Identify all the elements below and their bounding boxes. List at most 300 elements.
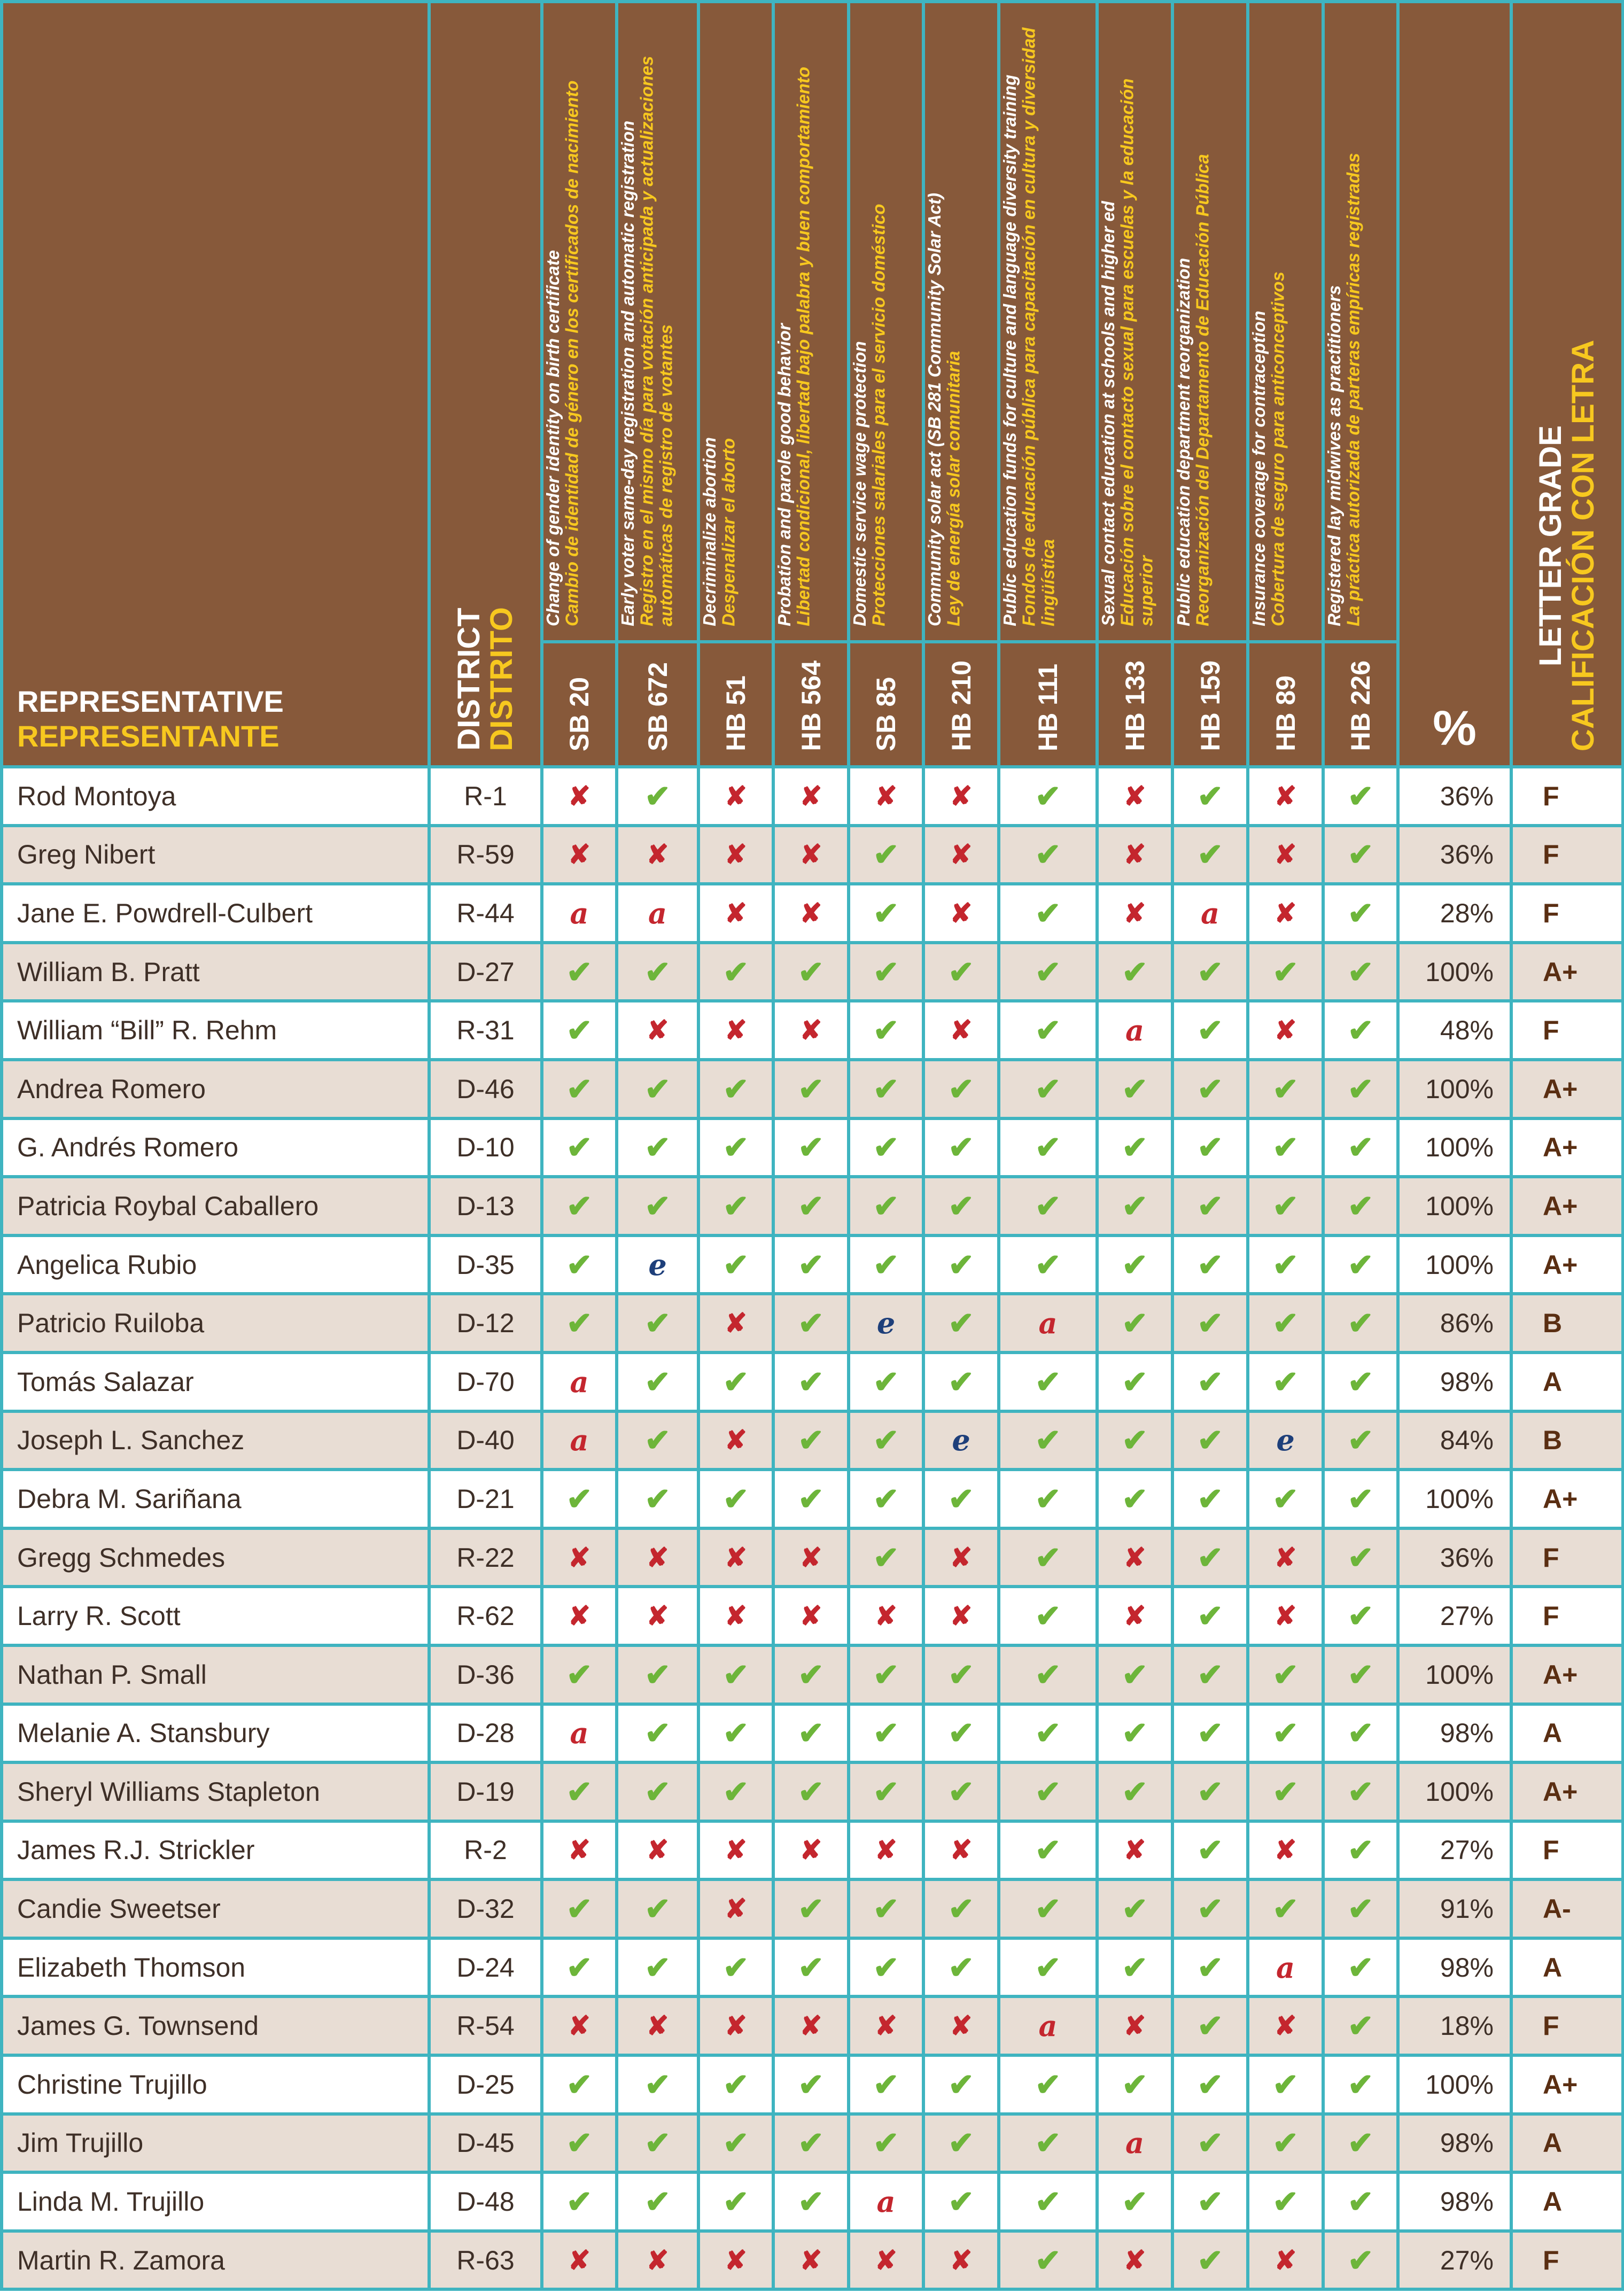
check-icon: ✔ xyxy=(948,1950,974,1985)
representative-header-es: REPRESENTANTE xyxy=(17,719,279,753)
bill-description-es: Fondos de educación pública para capacitación en cultura y diversidad lingüística xyxy=(1019,27,1058,626)
absent-mark: a xyxy=(1038,1306,1058,1341)
vote-cell xyxy=(773,1879,849,1938)
district-code: D-24 xyxy=(429,1938,542,1997)
vote-cell xyxy=(923,943,999,1001)
check-icon: ✔ xyxy=(1122,1306,1148,1341)
letter-grade: A+ xyxy=(1511,1235,1623,1294)
letter-grade: A- xyxy=(1511,1879,1623,1938)
vote-cell xyxy=(1323,1879,1398,1938)
representative-name: James R.J. Strickler xyxy=(2,1821,429,1880)
bill-description-es: Protecciones salariales para el servicio doméstico xyxy=(868,204,889,626)
vote-cell xyxy=(1248,1411,1323,1470)
vote-cell xyxy=(849,1294,923,1353)
district-code: R-62 xyxy=(429,1587,542,1645)
check-icon: ✔ xyxy=(1347,1716,1374,1751)
check-icon: ✔ xyxy=(566,1481,593,1517)
check-icon: ✔ xyxy=(1197,1364,1223,1400)
letter-grade: A xyxy=(1511,1938,1623,1997)
bill-code-header xyxy=(1097,642,1172,767)
check-icon: ✔ xyxy=(1035,1716,1061,1751)
vote-cell xyxy=(999,1294,1097,1353)
check-icon: ✔ xyxy=(566,1188,593,1224)
check-icon: ✔ xyxy=(948,1071,974,1107)
vote-cell xyxy=(1248,1821,1323,1880)
check-icon: ✔ xyxy=(1197,1774,1223,1809)
vote-cell xyxy=(923,2172,999,2231)
check-icon: ✔ xyxy=(722,1716,749,1751)
cross-icon: ✘ xyxy=(568,2011,590,2041)
representative-name: Gregg Schmedes xyxy=(2,1528,429,1587)
check-icon: ✔ xyxy=(566,1657,593,1692)
vote-cell xyxy=(999,1996,1097,2055)
vote-cell xyxy=(849,1118,923,1177)
check-icon: ✔ xyxy=(1035,1774,1061,1809)
bill-code-header xyxy=(698,642,773,767)
vote-cell xyxy=(1097,1762,1172,1821)
percent-score: 100% xyxy=(1398,1645,1511,1704)
check-icon: ✔ xyxy=(1035,2243,1061,2278)
vote-cell xyxy=(849,2114,923,2173)
cross-icon: ✘ xyxy=(725,1542,747,1573)
cross-icon: ✘ xyxy=(799,1542,822,1573)
check-icon: ✔ xyxy=(1035,1364,1061,1400)
letter-grade: F xyxy=(1511,2231,1623,2290)
check-icon: ✔ xyxy=(1347,1833,1374,1868)
vote-cell xyxy=(999,1879,1097,1938)
bill-description-header xyxy=(1097,2,1172,642)
check-icon: ✔ xyxy=(1122,1423,1148,1458)
cross-icon: ✘ xyxy=(875,2245,897,2275)
vote-cell xyxy=(1097,1060,1172,1118)
vote-cell xyxy=(1172,1938,1248,1997)
representative-name: Martin R. Zamora xyxy=(2,2231,429,2290)
check-icon: ✔ xyxy=(873,1892,899,1927)
vote-cell xyxy=(698,1821,773,1880)
district-code: R-31 xyxy=(429,1001,542,1060)
vote-cell xyxy=(999,1762,1097,1821)
check-icon: ✔ xyxy=(1197,1188,1223,1224)
letter-grade: A xyxy=(1511,1704,1623,1763)
excused-mark: e xyxy=(1276,1423,1295,1458)
bill-code-header xyxy=(1172,642,1248,767)
cross-icon: ✘ xyxy=(725,1308,747,1339)
check-icon: ✔ xyxy=(798,2067,824,2102)
vote-cell xyxy=(923,826,999,884)
vote-cell xyxy=(1172,767,1248,826)
vote-cell xyxy=(1323,1587,1398,1645)
vote-cell xyxy=(923,2114,999,2173)
vote-cell xyxy=(698,1528,773,1587)
percent-score: 36% xyxy=(1398,1528,1511,1587)
cross-icon: ✘ xyxy=(725,1835,747,1866)
vote-cell xyxy=(542,1470,617,1528)
cross-icon: ✘ xyxy=(799,1601,822,1631)
excused-mark: e xyxy=(876,1306,896,1341)
vote-cell xyxy=(698,943,773,1001)
vote-cell xyxy=(1172,2055,1248,2114)
representative-name: Jim Trujillo xyxy=(2,2114,429,2173)
check-icon: ✔ xyxy=(1347,1950,1374,1985)
check-icon: ✔ xyxy=(566,1774,593,1809)
vote-cell xyxy=(1323,1001,1398,1060)
check-icon: ✔ xyxy=(1035,1540,1061,1575)
check-icon: ✔ xyxy=(873,1071,899,1107)
vote-cell xyxy=(542,1235,617,1294)
check-icon: ✔ xyxy=(873,1364,899,1400)
vote-cell xyxy=(617,1587,698,1645)
vote-cell xyxy=(1097,1938,1172,1997)
vote-cell xyxy=(1248,2114,1323,2173)
absent-mark: a xyxy=(570,1364,589,1399)
check-icon: ✔ xyxy=(948,1716,974,1751)
vote-cell xyxy=(1097,1353,1172,1411)
vote-cell xyxy=(773,2114,849,2173)
bill-code-label: SB 85 xyxy=(871,677,901,751)
district-code: R-44 xyxy=(429,884,542,943)
vote-cell xyxy=(1097,1528,1172,1587)
letter-grade: F xyxy=(1511,1587,1623,1645)
vote-cell xyxy=(617,1762,698,1821)
cross-icon: ✘ xyxy=(1123,2011,1146,2041)
bill-description-header xyxy=(849,2,923,642)
vote-cell xyxy=(923,1528,999,1587)
check-icon: ✔ xyxy=(1197,1247,1223,1282)
check-icon: ✔ xyxy=(1035,1892,1061,1927)
vote-cell xyxy=(1323,1470,1398,1528)
check-icon: ✔ xyxy=(1035,1481,1061,1517)
bill-code-header xyxy=(773,642,849,767)
district-code: D-48 xyxy=(429,2172,542,2231)
check-icon: ✔ xyxy=(1122,1188,1148,1224)
bill-description-es: Registro en el mismo día para votación anticipada y actualizaciones automáticas de registro de votantes xyxy=(636,56,676,626)
representative-name: William B. Pratt xyxy=(2,943,429,1001)
vote-cell xyxy=(923,1060,999,1118)
check-icon: ✔ xyxy=(1035,1833,1061,1868)
vote-cell xyxy=(849,826,923,884)
vote-cell xyxy=(542,943,617,1001)
table-row xyxy=(2,1879,1623,1938)
vote-cell xyxy=(999,1587,1097,1645)
vote-cell xyxy=(698,1645,773,1704)
vote-cell xyxy=(1323,1938,1398,1997)
letter-grade: A+ xyxy=(1511,1060,1623,1118)
check-icon: ✔ xyxy=(1122,2185,1148,2220)
table-row xyxy=(2,2231,1623,2290)
vote-cell xyxy=(773,1001,849,1060)
vote-cell xyxy=(999,1704,1097,1763)
vote-cell xyxy=(849,1177,923,1235)
vote-cell xyxy=(1323,943,1398,1001)
vote-cell xyxy=(923,1996,999,2055)
district-code: R-63 xyxy=(429,2231,542,2290)
vote-cell xyxy=(542,1704,617,1763)
check-icon: ✔ xyxy=(798,1071,824,1107)
vote-cell xyxy=(617,2172,698,2231)
letter-grade: A xyxy=(1511,1353,1623,1411)
vote-cell xyxy=(849,1060,923,1118)
check-icon: ✔ xyxy=(948,1188,974,1224)
vote-cell xyxy=(1097,1587,1172,1645)
percent-score: 86% xyxy=(1398,1294,1511,1353)
percent-score: 100% xyxy=(1398,1235,1511,1294)
vote-cell xyxy=(1323,1060,1398,1118)
check-icon: ✔ xyxy=(1272,1774,1299,1809)
check-icon: ✔ xyxy=(798,1247,824,1282)
check-icon: ✔ xyxy=(1122,954,1148,990)
vote-cell xyxy=(1248,943,1323,1001)
vote-cell xyxy=(1172,1645,1248,1704)
representative-name: Christine Trujillo xyxy=(2,2055,429,2114)
excused-mark: e xyxy=(648,1247,667,1282)
vote-cell xyxy=(1248,767,1323,826)
cross-icon: ✘ xyxy=(875,781,897,811)
vote-cell xyxy=(542,1353,617,1411)
vote-cell xyxy=(1172,1821,1248,1880)
check-icon: ✔ xyxy=(1122,1481,1148,1517)
check-icon: ✔ xyxy=(948,2067,974,2102)
check-icon: ✔ xyxy=(798,2185,824,2220)
district-code: D-28 xyxy=(429,1704,542,1763)
vote-cell xyxy=(1097,1704,1172,1763)
vote-cell xyxy=(617,1528,698,1587)
vote-cell xyxy=(542,1938,617,1997)
check-icon: ✔ xyxy=(566,954,593,990)
check-icon: ✔ xyxy=(644,1071,671,1107)
vote-cell xyxy=(849,943,923,1001)
cross-icon: ✘ xyxy=(568,781,590,811)
letter-grade: F xyxy=(1511,1528,1623,1587)
check-icon: ✔ xyxy=(1197,1481,1223,1517)
check-icon: ✔ xyxy=(873,1130,899,1165)
vote-cell xyxy=(923,1704,999,1763)
vote-cell xyxy=(923,2055,999,2114)
vote-cell xyxy=(773,1353,849,1411)
bill-code-label: HB 111 xyxy=(1033,663,1063,751)
vote-cell xyxy=(999,826,1097,884)
table-row xyxy=(2,1470,1623,1528)
check-icon: ✔ xyxy=(1272,954,1299,990)
vote-cell xyxy=(849,1996,923,2055)
bill-code-header xyxy=(923,642,999,767)
table-row xyxy=(2,1587,1623,1645)
vote-cell xyxy=(999,2055,1097,2114)
excused-mark: e xyxy=(952,1423,970,1458)
check-icon: ✔ xyxy=(722,2126,749,2161)
check-icon: ✔ xyxy=(1272,1130,1299,1165)
vote-cell xyxy=(999,1938,1097,1997)
district-code: D-70 xyxy=(429,1353,542,1411)
vote-cell xyxy=(617,1118,698,1177)
cross-icon: ✘ xyxy=(950,781,973,811)
check-icon: ✔ xyxy=(1347,2126,1374,2161)
vote-cell xyxy=(698,1411,773,1470)
check-icon: ✔ xyxy=(873,1188,899,1224)
check-icon: ✔ xyxy=(566,2067,593,2102)
district-code: R-2 xyxy=(429,1821,542,1880)
district-code: R-22 xyxy=(429,1528,542,1587)
cross-icon: ✘ xyxy=(799,2245,822,2275)
check-icon: ✔ xyxy=(1347,779,1374,814)
vote-cell xyxy=(698,1177,773,1235)
vote-cell xyxy=(1323,1645,1398,1704)
check-icon: ✔ xyxy=(1347,1657,1374,1692)
vote-cell xyxy=(999,767,1097,826)
check-icon: ✔ xyxy=(1347,1247,1374,1282)
table-row xyxy=(2,1177,1623,1235)
letter-grade: F xyxy=(1511,1821,1623,1880)
representative-name: Greg Nibert xyxy=(2,826,429,884)
vote-cell xyxy=(698,826,773,884)
check-icon: ✔ xyxy=(1347,1013,1374,1048)
table-row xyxy=(2,1528,1623,1587)
check-icon: ✔ xyxy=(873,896,899,931)
percent-score: 100% xyxy=(1398,1177,1511,1235)
vote-cell xyxy=(1172,1118,1248,1177)
check-icon: ✔ xyxy=(644,1950,671,1985)
district-code: D-27 xyxy=(429,943,542,1001)
vote-cell xyxy=(773,1235,849,1294)
percent-score: 100% xyxy=(1398,2055,1511,2114)
district-code: D-10 xyxy=(429,1118,542,1177)
check-icon: ✔ xyxy=(1197,837,1223,873)
cross-icon: ✘ xyxy=(950,1542,973,1573)
district-header-es: DISTRITO xyxy=(484,607,519,751)
check-icon: ✔ xyxy=(798,1306,824,1341)
letter-grade: F xyxy=(1511,1001,1623,1060)
district-code: D-19 xyxy=(429,1762,542,1821)
table-row xyxy=(2,1353,1623,1411)
check-icon: ✔ xyxy=(1197,1306,1223,1341)
check-icon: ✔ xyxy=(1197,2009,1223,2044)
representative-name: Sheryl Williams Stapleton xyxy=(2,1762,429,1821)
vote-cell xyxy=(617,1177,698,1235)
bill-description-en: Early voter same-day registration and automatic registration xyxy=(618,120,638,626)
vote-cell xyxy=(1248,1938,1323,1997)
vote-cell xyxy=(849,1411,923,1470)
vote-cell xyxy=(849,2055,923,2114)
vote-cell xyxy=(999,2231,1097,2290)
percent-score: 98% xyxy=(1398,2114,1511,2173)
vote-cell xyxy=(698,2055,773,2114)
district-header-en: DISTRICT xyxy=(451,608,486,751)
vote-cell xyxy=(698,2114,773,2173)
bill-code-header xyxy=(1248,642,1323,767)
cross-icon: ✘ xyxy=(725,2011,747,2041)
vote-cell xyxy=(1323,1294,1398,1353)
check-icon: ✔ xyxy=(1272,1247,1299,1282)
vote-cell xyxy=(1248,1001,1323,1060)
vote-cell xyxy=(1323,1353,1398,1411)
bill-description-header xyxy=(617,2,698,642)
cross-icon: ✘ xyxy=(725,1894,747,1924)
cross-icon: ✘ xyxy=(1274,2245,1297,2275)
check-icon: ✔ xyxy=(1347,1364,1374,1400)
check-icon: ✔ xyxy=(722,2067,749,2102)
check-icon: ✔ xyxy=(722,1364,749,1400)
check-icon: ✔ xyxy=(1347,896,1374,931)
vote-cell xyxy=(923,1353,999,1411)
representative-name: William “Bill” R. Rehm xyxy=(2,1001,429,1060)
vote-cell xyxy=(999,1645,1097,1704)
vote-cell xyxy=(698,2172,773,2231)
cross-icon: ✘ xyxy=(646,1835,669,1866)
check-icon: ✔ xyxy=(873,1540,899,1575)
vote-cell xyxy=(1097,767,1172,826)
vote-cell xyxy=(849,2231,923,2290)
representative-name: James G. Townsend xyxy=(2,1996,429,2055)
vote-cell xyxy=(999,2172,1097,2231)
vote-cell xyxy=(1097,1470,1172,1528)
check-icon: ✔ xyxy=(644,2185,671,2220)
cross-icon: ✘ xyxy=(875,1835,897,1866)
check-icon: ✔ xyxy=(1197,1892,1223,1927)
absent-mark: a xyxy=(570,896,589,930)
cross-icon: ✘ xyxy=(1123,2245,1146,2275)
check-icon: ✔ xyxy=(1272,1306,1299,1341)
cross-icon: ✘ xyxy=(799,898,822,928)
check-icon: ✔ xyxy=(1347,2067,1374,2102)
cross-icon: ✘ xyxy=(1274,1015,1297,1046)
check-icon: ✔ xyxy=(1272,1364,1299,1400)
bill-description-en: Probation and parole good behavior xyxy=(774,323,794,626)
letter-grade: A xyxy=(1511,2114,1623,2173)
table-row xyxy=(2,826,1623,884)
bill-code-label: HB 51 xyxy=(721,675,751,751)
check-icon: ✔ xyxy=(1197,2067,1223,2102)
vote-cell xyxy=(1172,1762,1248,1821)
vote-cell xyxy=(698,1001,773,1060)
vote-cell xyxy=(617,884,698,943)
vote-cell xyxy=(698,2231,773,2290)
table-row xyxy=(2,1645,1623,1704)
percent-score: 100% xyxy=(1398,1060,1511,1118)
vote-cell xyxy=(1172,2114,1248,2173)
check-icon: ✔ xyxy=(1197,1130,1223,1165)
check-icon: ✔ xyxy=(873,1950,899,1985)
vote-cell xyxy=(1172,1060,1248,1118)
cross-icon: ✘ xyxy=(950,1015,973,1046)
vote-cell xyxy=(1248,2231,1323,2290)
check-icon: ✔ xyxy=(1197,2185,1223,2220)
bill-code-header xyxy=(849,642,923,767)
representative-name: Candie Sweetser xyxy=(2,1879,429,1938)
letter-grade-header-en: LETTER GRADE xyxy=(1533,425,1568,666)
representative-name: Rod Montoya xyxy=(2,767,429,826)
district-code: D-25 xyxy=(429,2055,542,2114)
vote-cell xyxy=(1248,1645,1323,1704)
check-icon: ✔ xyxy=(1347,1599,1374,1634)
representative-name: Nathan P. Small xyxy=(2,1645,429,1704)
cross-icon: ✘ xyxy=(950,2245,973,2275)
vote-cell xyxy=(1248,1470,1323,1528)
check-icon: ✔ xyxy=(566,1071,593,1107)
check-icon: ✔ xyxy=(873,1013,899,1048)
bill-description-header xyxy=(923,2,999,642)
cross-icon: ✘ xyxy=(568,1601,590,1631)
vote-cell xyxy=(999,2114,1097,2173)
letter-grade: A+ xyxy=(1511,1470,1623,1528)
cross-icon: ✘ xyxy=(1123,1542,1146,1573)
check-icon: ✔ xyxy=(948,2185,974,2220)
vote-cell xyxy=(542,1528,617,1587)
check-icon: ✔ xyxy=(1122,1071,1148,1107)
cross-icon: ✘ xyxy=(799,1835,822,1866)
letter-grade: F xyxy=(1511,1996,1623,2055)
check-icon: ✔ xyxy=(1347,1540,1374,1575)
bill-description-header xyxy=(698,2,773,642)
check-icon: ✔ xyxy=(1347,1188,1374,1224)
